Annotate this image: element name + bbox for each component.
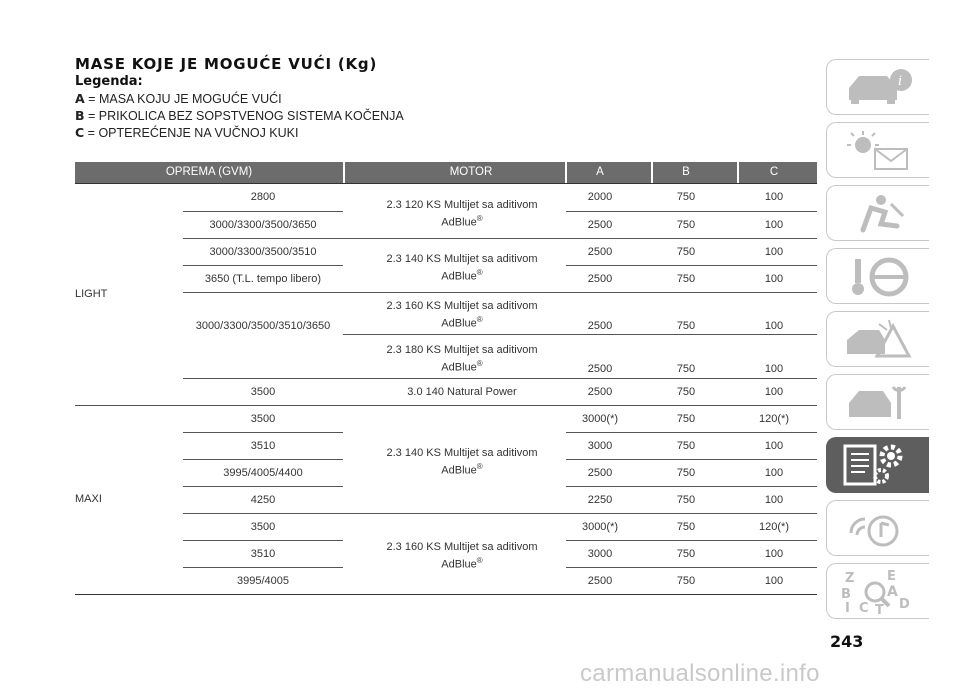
- header-b: B: [682, 166, 690, 178]
- motor-cell: 2.3 120 KS Multijet sa aditivom AdBlue®: [386, 199, 538, 229]
- value-c-cell: 100: [764, 575, 784, 587]
- value-c-cell: 100: [764, 219, 784, 231]
- page-number: 243: [830, 632, 864, 651]
- header-motor: MOTOR: [449, 166, 493, 178]
- value-b-cell: 750: [676, 440, 696, 452]
- value-b-cell: 750: [676, 191, 696, 203]
- value-b-cell: 750: [676, 273, 696, 285]
- gvm-cell: 3650 (T.L. tempo libero): [204, 273, 322, 285]
- value-b-cell: 750: [676, 413, 696, 425]
- svg-text:B: B: [841, 587, 851, 602]
- value-b-cell: 750: [676, 521, 696, 533]
- value-a-cell: 2500: [587, 320, 613, 332]
- page-title: MASE KOJE JE MOGUĆE VUĆI (Kg): [75, 55, 378, 73]
- value-c-cell: 100: [764, 246, 784, 258]
- svg-text:E: E: [887, 569, 896, 584]
- tab-index[interactable]: [826, 563, 929, 619]
- svg-text:i: i: [898, 74, 903, 89]
- legend-item: C = OPTEREĆENJE NA VUČNOJ KUKI: [75, 125, 299, 140]
- value-a-cell: 3000: [587, 440, 613, 452]
- header-gvm: OPREMA (GVM): [165, 166, 253, 178]
- svg-text:D: D: [899, 597, 910, 612]
- value-a-cell: 3000: [587, 548, 613, 560]
- table-header: [75, 162, 817, 183]
- gvm-cell: 4250: [250, 494, 276, 506]
- motor-cell: 3.0 140 Natural Power: [407, 386, 517, 398]
- value-a-cell: 2500: [587, 386, 613, 398]
- value-c-cell: 100: [764, 386, 784, 398]
- technical-data-icon: [841, 442, 921, 488]
- tab-multimedia[interactable]: [826, 500, 929, 556]
- value-a-cell: 2500: [587, 575, 613, 587]
- svg-text:Z: Z: [845, 571, 855, 586]
- watermark: carmanualsonline.info: [580, 660, 820, 687]
- starting-driving-icon: [841, 253, 921, 299]
- motor-cell: 2.3 160 KS Multijet sa aditivom AdBlue®: [386, 541, 538, 571]
- maintenance-icon: [841, 379, 921, 425]
- value-a-cell: 3000(*): [581, 521, 619, 533]
- value-b-cell: 750: [676, 467, 696, 479]
- value-a-cell: 3000(*): [581, 413, 619, 425]
- value-a-cell: 2500: [587, 363, 613, 375]
- value-b-cell: 750: [676, 246, 696, 258]
- motor-cell: 2.3 160 KS Multijet sa aditivom AdBlue®: [386, 300, 538, 330]
- legend-heading: Legenda:: [75, 74, 143, 89]
- gvm-cell: 3000/3300/3500/3650: [209, 219, 317, 231]
- gvm-cell: 3995/4005/4400: [223, 467, 303, 479]
- value-c-cell: 100: [764, 548, 784, 560]
- tab-technical-data[interactable]: [826, 437, 929, 493]
- value-c-cell: 100: [764, 320, 784, 332]
- value-b-cell: 750: [676, 219, 696, 231]
- svg-text:T: T: [875, 603, 884, 614]
- group-label-light: LIGHT: [75, 288, 108, 300]
- value-c-cell: 100: [764, 467, 784, 479]
- gvm-cell: 3510: [250, 548, 276, 560]
- gvm-cell: 3995/4005: [237, 575, 289, 587]
- value-a-cell: 2250: [587, 494, 613, 506]
- value-c-cell: 100: [764, 440, 784, 452]
- gvm-cell: 3000/3300/3500/3510/3650: [195, 320, 331, 332]
- value-c-cell: 100: [764, 494, 784, 506]
- value-c-cell: 100: [764, 191, 784, 203]
- dashboard-lights-icon: [841, 127, 921, 173]
- group-label-maxi: MAXI: [75, 493, 102, 505]
- value-c-cell: 100: [764, 363, 784, 375]
- car-info-icon: [841, 64, 921, 110]
- header-c: C: [769, 166, 779, 178]
- legend-item: B = PRIKOLICA BEZ SOPSTVENOG SISTEMA KOČENJA: [75, 108, 404, 123]
- legend-item: A = MASA KOJU JE MOGUĆE VUĆI: [75, 91, 282, 106]
- value-b-cell: 750: [676, 320, 696, 332]
- value-a-cell: 2500: [587, 467, 613, 479]
- value-a-cell: 2500: [587, 219, 613, 231]
- svg-text:A: A: [887, 584, 898, 600]
- gvm-cell: 2800: [250, 191, 276, 203]
- value-b-cell: 750: [676, 494, 696, 506]
- gvm-cell: 3000/3300/3500/3510: [209, 246, 317, 258]
- value-a-cell: 2500: [587, 246, 613, 258]
- gvm-cell: 3510: [250, 440, 276, 452]
- motor-cell: 2.3 180 KS Multijet sa aditivom AdBlue®: [386, 344, 538, 374]
- value-b-cell: 750: [676, 386, 696, 398]
- tab-maintenance[interactable]: [826, 374, 929, 430]
- tab-starting-driving[interactable]: [826, 248, 929, 304]
- tab-dashboard-lights[interactable]: [826, 122, 929, 178]
- motor-cell: 2.3 140 KS Multijet sa aditivom AdBlue®: [386, 253, 538, 283]
- tab-safety[interactable]: [826, 185, 929, 241]
- svg-text:I: I: [845, 601, 850, 614]
- tab-car-info[interactable]: [826, 59, 929, 115]
- value-c-cell: 120(*): [759, 521, 789, 533]
- value-a-cell: 2000: [587, 191, 613, 203]
- header-a: A: [596, 166, 604, 178]
- value-b-cell: 750: [676, 575, 696, 587]
- value-c-cell: 120(*): [759, 413, 789, 425]
- gvm-cell: 3500: [250, 386, 276, 398]
- multimedia-icon: [841, 505, 921, 551]
- value-c-cell: 100: [764, 273, 784, 285]
- value-a-cell: 2500: [587, 273, 613, 285]
- svg-text:C: C: [859, 601, 869, 614]
- gvm-cell: 3500: [250, 521, 276, 533]
- emergency-icon: [841, 316, 921, 362]
- motor-cell: 2.3 140 KS Multijet sa aditivom AdBlue®: [386, 447, 538, 477]
- index-icon: [841, 568, 921, 614]
- value-b-cell: 750: [676, 363, 696, 375]
- gvm-cell: 3500: [250, 413, 276, 425]
- safety-airbag-icon: [841, 190, 921, 236]
- value-b-cell: 750: [676, 548, 696, 560]
- tab-emergency[interactable]: [826, 311, 929, 367]
